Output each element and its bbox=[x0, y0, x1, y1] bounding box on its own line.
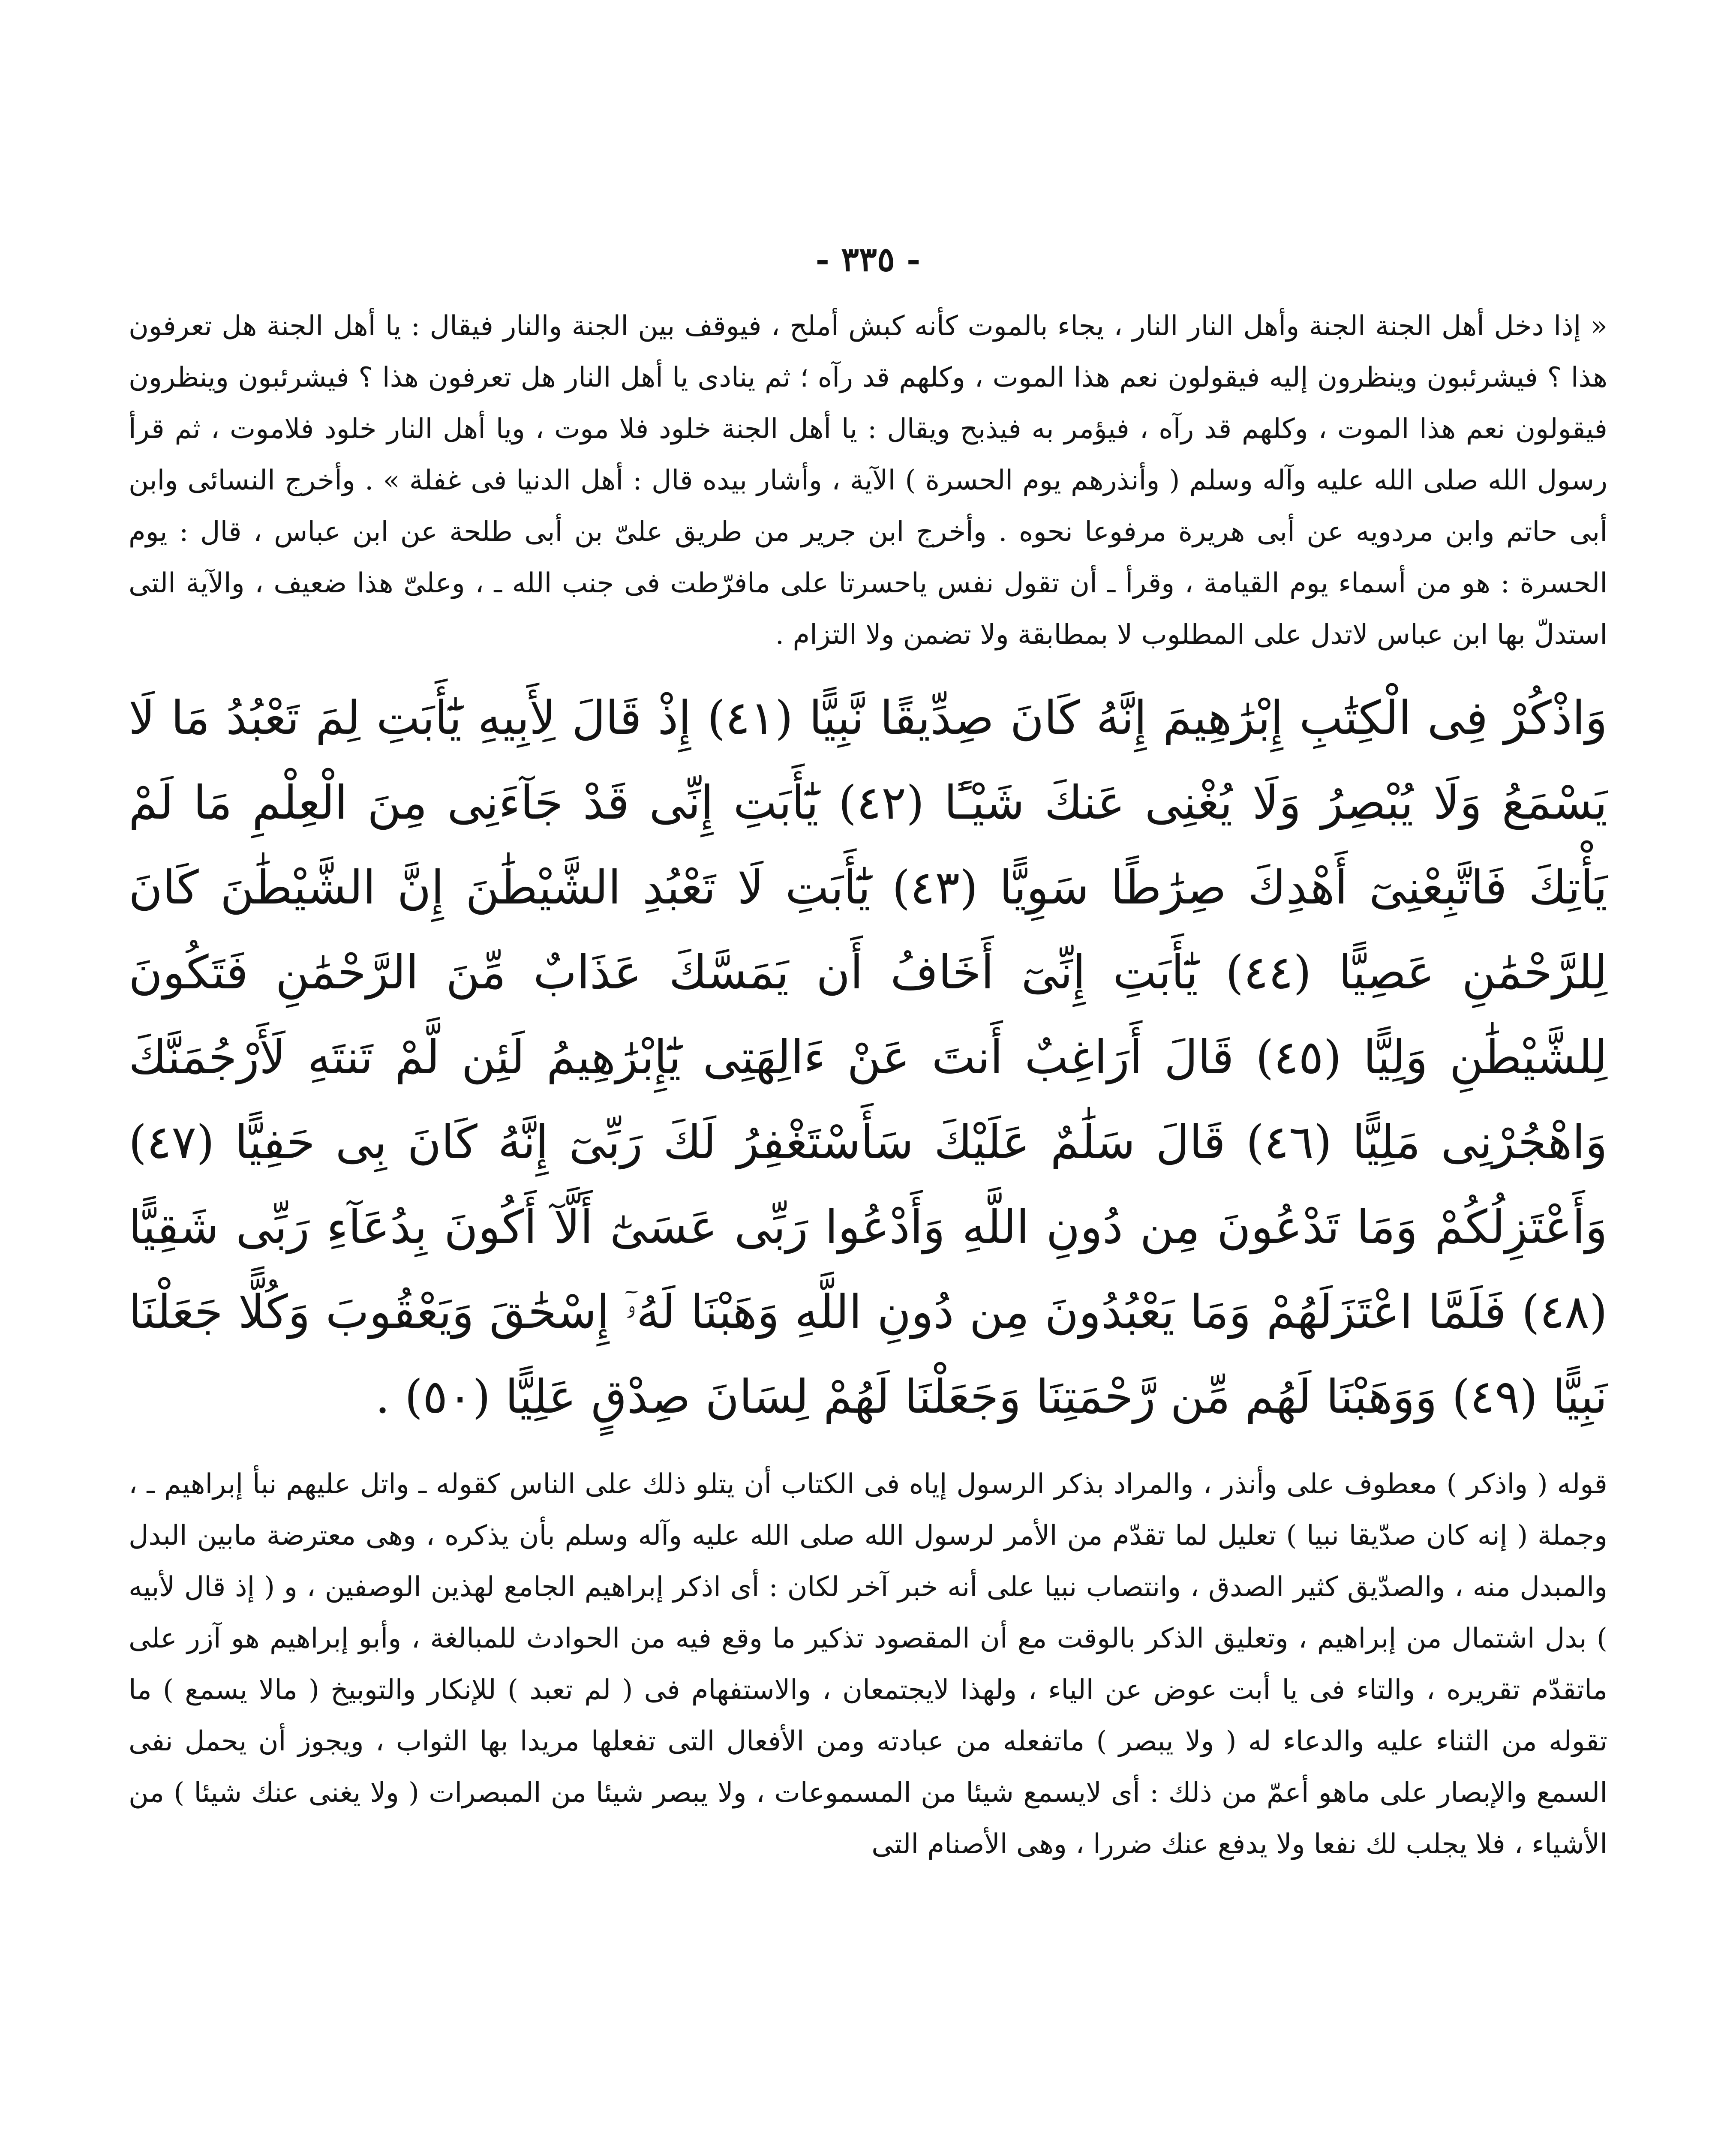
explanation-block bbox=[129, 1459, 1607, 1870]
explanation-paragraph: قوله ( واذكر ) معطوف على وأنذر ، والمراد بذكر الرسول إياه فى الكتاب أن يتلو ذلك على الناس كقوله ـ واتل عليهم نبأ إبراهيم ـ ، وجملة ( إنه كان صدّيقا نبيا ) تعليل لما تقدّم من الأمر لرسول الله صلى الله عليه وآله وسلم بأن يذكره ، وهى معترضة مابين البدل والمبدل منه ، والصدّيق كثير الصدق ، وانتصاب نبيا على أنه خبر آخر لكان : أى اذكر إبراهيم الجامع لهذين الوصفين ، و ( إذ قال لأبيه ) بدل اشتمال من إبراهيم ، وتعليق الذكر بالوقت مع أن المقصود تذكير ما وقع فيه من الحوادث للمبالغة ، وأبو إبراهيم هو آزر على ماتقدّم تقريره ، والتاء فى يا أبت عوض عن الياء ، ولهذا لايجتمعان ، والاستفهام فى ( لم تعبد ) للإنكار والتوبيخ ( مالا يسمع ) ما تقوله من الثناء عليه والدعاء له ( ولا يبصر ) ماتفعله من عبادته ومن الأفعال التى تفعلها مريدا بها الثواب ، ويجوز أن يحمل نفى السمع والإبصار على ماهو أعمّ من ذلك : أى لايسمع شيئا من المسموعات ، ولا يبصر شيئا من المبصرات ( ولا يغنى عنك شيئا ) من الأشياء ، فلا يجلب لك نفعا ولا يدفع عنك ضررا ، وهى الأصنام التى bbox=[129, 1468, 1608, 1860]
quran-verses-block bbox=[129, 676, 1607, 1440]
commentary-paragraph: « إذا دخل أهل الجنة الجنة وأهل النار النار ، يجاء بالموت كأنه كبش أملح ، فيوقف بين الجنة والنار فيقال : يا أهل الجنة هل تعرفون هذا ؟ فيشرئبون وينظرون إليه فيقولون نعم هذا الموت ، وكلهم قد رآه ؛ ثم ينادى يا أهل النار هل تعرفون هذا ؟ فيشرئبون وينظرون فيقولون نعم هذا الموت ، وكلهم قد رآه ، فيؤمر به فيذبح ويقال : يا أهل الجنة خلود فلا موت ، ويا أهل النار خلود فلاموت ، ثم قرأ رسول الله صلى الله عليه وآله وسلم ( وأنذرهم يوم الحسرة ) الآية ، وأشار بيده قال : أهل الدنيا فى غفلة » . وأخرج النسائى وابن أبى حاتم وابن مردويه عن أبى هريرة مرفوعا نحوه . وأخرج ابن جرير من طريق علىّ بن أبى طلحة عن ابن عباس ، قال : يوم الحسرة : هو من أسماء يوم القيامة ، وقرأ ـ أن تقول نفس ياحسرتا على مافرّطت فى جنب الله ـ ، وعلىّ هذا ضعيف ، والآية التى استدلّ بها ابن عباس لاتدل على المطلوب لا بمطابقة ولا تضمن ولا التزام . bbox=[129, 310, 1608, 651]
page-number: - ٣٣٥ - bbox=[815, 240, 921, 279]
commentary-block bbox=[129, 300, 1607, 660]
quran-verses-paragraph: وَاذْكُرْ فِى الْكِتَٰبِ إِبْرَٰهِيمَ إِنَّهُ كَانَ صِدِّيقًا نَّبِيًّا (٤١) إِذْ قَالَ لِأَبِيهِ يَٰٓأَبَتِ لِمَ تَعْبُدُ مَا لَا يَسْمَعُ وَلَا يُبْصِرُ وَلَا يُغْنِى عَنكَ شَيْـًٔا (٤٢) يَٰٓأَبَتِ إِنِّى قَدْ جَآءَنِى مِنَ الْعِلْمِ مَا لَمْ يَأْتِكَ فَاتَّبِعْنِىٓ أَهْدِكَ صِرَٰطًا سَوِيًّا (٤٣) يَٰٓأَبَتِ لَا تَعْبُدِ الشَّيْطَٰنَ إِنَّ الشَّيْطَٰنَ كَانَ لِلرَّحْمَٰنِ عَصِيًّا (٤٤) يَٰٓأَبَتِ إِنِّىٓ أَخَافُ أَن يَمَسَّكَ عَذَابٌ مِّنَ الرَّحْمَٰنِ فَتَكُونَ لِلشَّيْطَٰنِ وَلِيًّا (٤٥) قَالَ أَرَاغِبٌ أَنتَ عَنْ ءَالِهَتِى يَٰٓإِبْرَٰهِيمُ لَئِن لَّمْ تَنتَهِ لَأَرْجُمَنَّكَ وَاهْجُرْنِى مَلِيًّا (٤٦) قَالَ سَلَٰمٌ عَلَيْكَ سَأَسْتَغْفِرُ لَكَ رَبِّىٓ إِنَّهُ كَانَ بِى حَفِيًّا (٤٧) وَأَعْتَزِلُكُمْ وَمَا تَدْعُونَ مِن دُونِ اللَّهِ وَأَدْعُوا رَبِّى عَسَىٰٓ أَلَّآ أَكُونَ بِدُعَآءِ رَبِّى شَقِيًّا (٤٨) فَلَمَّا اعْتَزَلَهُمْ وَمَا يَعْبُدُونَ مِن دُونِ اللَّهِ وَهَبْنَا لَهُۥٓ إِسْحَٰقَ وَيَعْقُوبَ وَكُلًّا جَعَلْنَا نَبِيًّا (٤٩) وَوَهَبْنَا لَهُم مِّن رَّحْمَتِنَا وَجَعَلْنَا لَهُمْ لِسَانَ صِدْقٍ عَلِيًّا (٥٠) . bbox=[129, 691, 1608, 1424]
